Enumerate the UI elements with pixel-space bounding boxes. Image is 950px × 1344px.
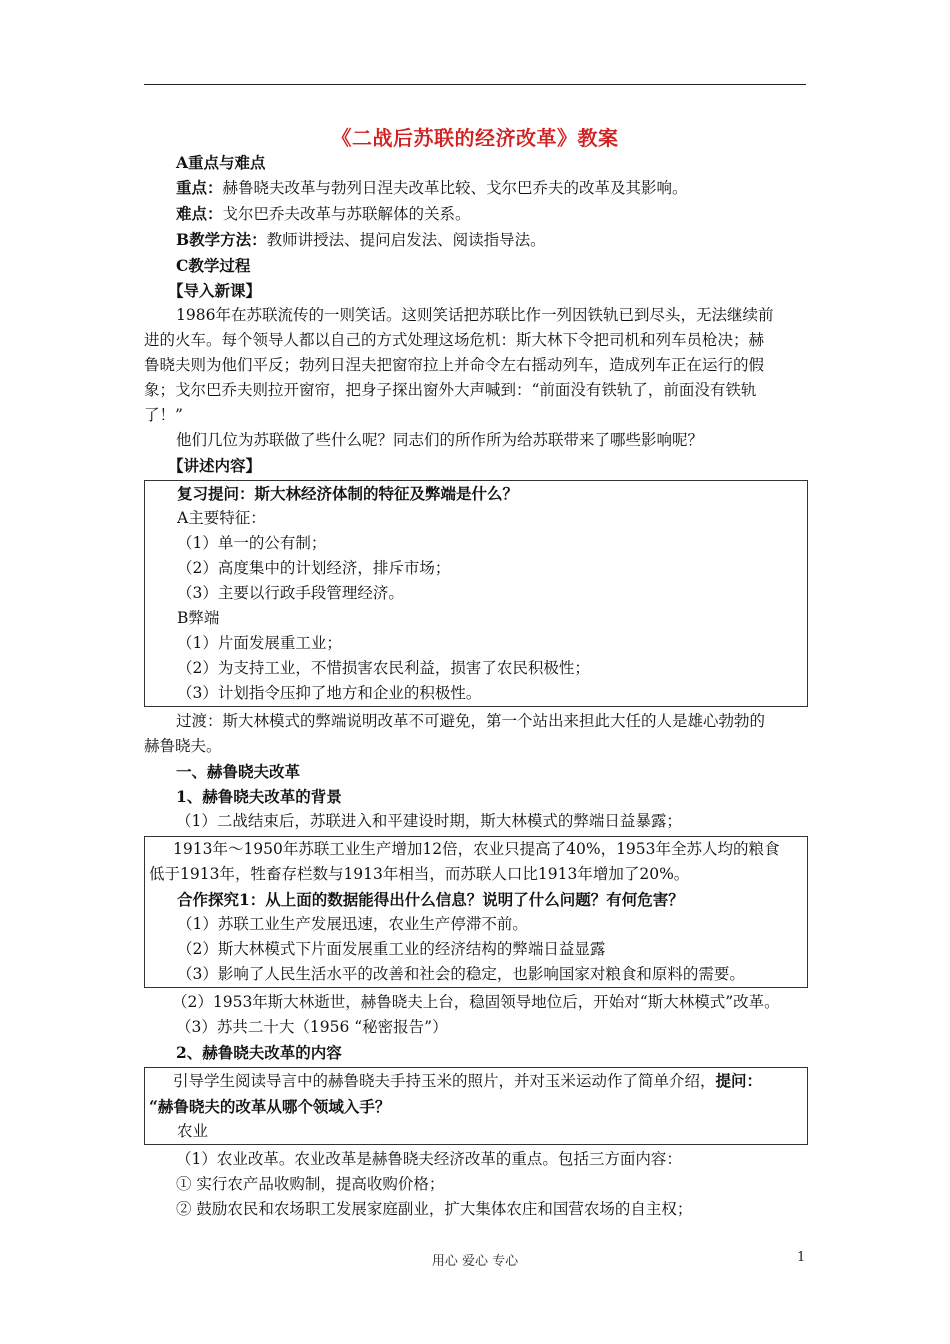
part1-heading: 一、赫鲁晓夫改革: [176, 762, 301, 781]
transition-line: 过渡：斯大林模式的弊端说明改革不可避免，第一个站出来担此大任的人是雄心勃勃的: [176, 712, 766, 730]
teaching-methods: [144, 227, 808, 253]
lecture-heading: 【讲述内容】: [168, 456, 262, 475]
data-line: 1913年～1950年苏联工业生产增加12倍，农业只提高了40%，1953年全苏人均的粮食: [173, 840, 780, 858]
answer-item: （1）苏联工业生产发展迅速，农业生产停滞不前。: [177, 915, 528, 933]
features-label: A主要特征：: [177, 509, 266, 527]
difficulty: [144, 201, 808, 227]
difficulty-label: 难点：: [176, 204, 223, 223]
header-rule: [144, 84, 806, 85]
drawback-item: （2）为支持工业，不惜损害农民利益，损害了农民积极性；: [177, 659, 590, 677]
feature-item: （3）主要以行政手段管理经济。: [177, 584, 404, 602]
part1-2-heading: 2、赫鲁晓夫改革的内容: [176, 1043, 342, 1062]
question-label: 提问：: [715, 1071, 763, 1090]
guidance-line: [149, 1068, 803, 1094]
intro-heading: 【导入新课】: [168, 281, 262, 300]
feature-item: （1）单一的公有制；: [177, 534, 327, 552]
transition-line: 赫鲁晓夫。: [144, 737, 222, 755]
key-label: 重点：: [176, 178, 223, 197]
guidance-answer: 农业: [177, 1122, 209, 1140]
key-points: [144, 175, 808, 201]
document-body: [144, 150, 808, 1222]
review-box: [144, 480, 808, 707]
intro-line: 了！”: [144, 406, 183, 424]
intro-question: 他们几位为苏联做了些什么呢？同志们的所作所为给苏联带来了哪些影响呢？: [176, 431, 704, 449]
footer-motto: 用心 爱心 专心: [431, 1254, 519, 1269]
cooperative-question: 合作探究1：从上面的数据能得出什么信息？说明了什么问题？有何危害？: [177, 890, 684, 909]
methods-text: 教师讲授法、提问启发法、阅读指导法。: [266, 231, 546, 249]
intro-line: 象；戈尔巴乔夫则拉开窗帘，把身子探出窗外大声喊到：“前面没有铁轨了，前面没有铁轨: [144, 381, 757, 399]
guidance-box: [144, 1067, 808, 1145]
drawbacks-label: B弊端: [177, 609, 220, 627]
guidance-text: 引导学生阅读导言中的赫鲁晓夫手持玉米的照片，并对玉米运动作了简单介绍，: [173, 1072, 716, 1090]
section-c-heading: C教学过程: [176, 256, 251, 275]
agriculture-line: ② 鼓励农民和农场职工发展家庭副业，扩大集体农庄和国营农场的自主权；: [176, 1200, 693, 1218]
background-item: （3）苏共二十大（1956 “秘密报告”）: [176, 1018, 448, 1036]
answer-item: （3）影响了人民生活水平的改善和社会的稳定，也影响国家对粮食和原料的需要。: [177, 965, 745, 983]
intro-line: 1986年在苏联流传的一则笑话。这则笑话把苏联比作一列因铁轨已到尽头，无法继续前: [176, 306, 774, 324]
intro-line: 鲁晓夫则为他们平反；勃列日涅夫把窗帘拉上并命令左右摇动列车，造成列车正在运行的假: [144, 356, 765, 374]
drawback-item: （1）片面发展重工业；: [177, 634, 342, 652]
part1-1-heading: 1、赫鲁晓夫改革的背景: [176, 787, 342, 806]
agriculture-line: （1）农业改革。农业改革是赫鲁晓夫经济改革的重点。包括三方面内容：: [176, 1150, 682, 1168]
agriculture-line: ① 实行农产品收购制，提高收购价格；: [176, 1175, 445, 1193]
background-item: （2）1953年斯大林逝世，赫鲁晓夫上台，稳固领导地位后，开始对“斯大林模式”改革。: [172, 993, 780, 1011]
data-line: 低于1913年，牲畜存栏数与1913年相当，而苏联人口比1913年增加了20%。: [149, 865, 690, 883]
background-item: （1）二战结束后，苏联进入和平建设时期，斯大林模式的弊端日益暴露；: [176, 812, 682, 830]
key-text: 赫鲁晓夫改革与勃列日涅夫改革比较、戈尔巴乔夫的改革及其影响。: [222, 179, 688, 197]
guidance-question: “赫鲁晓夫的改革从哪个领域入手？: [149, 1097, 391, 1116]
page-number: 1: [797, 1250, 806, 1265]
answer-item: （2）斯大林模式下片面发展重工业的经济结构的弊端日益显露: [177, 940, 606, 958]
document-title: 《二战后苏联的经济改革》教案: [331, 126, 619, 150]
review-question: 复习提问：斯大林经济体制的特征及弊端是什么？: [177, 484, 519, 503]
difficulty-text: 戈尔巴乔夫改革与苏联解体的关系。: [222, 205, 471, 223]
drawback-item: （3）计划指令压抑了地方和企业的积极性。: [177, 684, 482, 702]
feature-item: （2）高度集中的计划经济，排斥市场；: [177, 559, 451, 577]
data-box: [144, 836, 808, 988]
methods-label: B教学方法：: [176, 230, 267, 249]
intro-line: 进的火车。每个领导人都以自己的方式处理这场危机：斯大林下令把司机和列车员枪决；赫: [144, 331, 765, 349]
section-a-heading: A重点与难点: [176, 153, 266, 172]
